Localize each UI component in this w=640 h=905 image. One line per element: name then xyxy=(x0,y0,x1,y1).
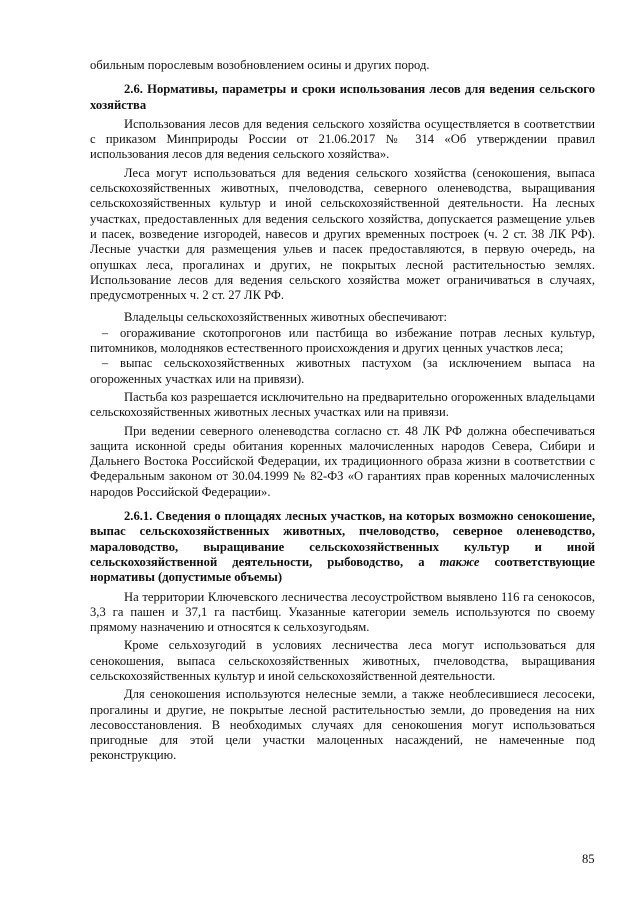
list-item xyxy=(90,326,595,357)
paragraph-land-areas: На территории Ключевского лесничества лесоустройством выявлено 116 га сенокосов, 3,3 га пашен и 37,1 га пастбищ. Указанные категории земель используются по своему прямому назначению и относятся к сельхозугодьям. xyxy=(90,589,595,635)
paragraph-additional-use: Кроме сельхозугодий в условиях лесничества леса могут использоваться для сенокошения, выпаса сельскохозяйственных животных, пчеловодства, выращивания сельскохозяйственных культур и иной сельскохозяйственной деятельности. xyxy=(90,638,595,683)
list-dash: – xyxy=(101,356,109,371)
paragraph-legal-basis: Использования лесов для ведения сельского хозяйства осуществляется в соответствии с приказом Минприроды России от 21.06.2017 № 314 «Об утверждении правил использования лесов для ведения сельского хозяйства». xyxy=(90,116,595,162)
heading-main-text: 2.6.1. Сведения о площадях лесных участков, на которых возможно сенокошение, выпас сельскохозяйственных животных, пчеловодство, северное оленеводство, мараловодство, выращивание сельскохозяйственных культур и иной сельскохозяйственной деятельности, рыбоводство, а xyxy=(90,509,595,569)
list-item-text: огораживание скотопрогонов или пастбища во избежание потрав лесных культур, питомников, молодняков естественного происхождения и других ценных участков леса; xyxy=(90,325,595,356)
page-number: 85 xyxy=(582,852,595,866)
heading-italic-word: также xyxy=(439,554,480,569)
paragraph-forest-use: Леса могут использоваться для ведения сельского хозяйства (сенокошения, выпаса сельскохозяйственных животных, пчеловодства, северного оленеводства, выращивания сельскохозяйственных культур и иной сельскохозяйственной деятельности. На лесных участках, предоставленных для ведения сельского хозяйства, допускается размещение ульев и пасек, возведение изгородей, навесов и других временных построек (ч. 2 ст. 38 ЛК РФ). Лесные участки для размещения ульев и пасек предоставляются, в первую очередь, на опушках леса, прогалинах и других, не покрытых лесной растительностью землях. Использование лесов для ведения сельского хозяйства может ограничиваться в случаях, предусмотренных ч. 2 ст. 27 ЛК РФ. xyxy=(90,165,595,303)
section-heading-2-6: 2.6. Нормативы, параметры и сроки использования лесов для ведения сельского хозяйства xyxy=(90,82,595,112)
paragraph-goat-grazing: Пастьба коз разрешается исключительно на предварительно огороженных владельцами сельскохозяйственных животных лесных участках или на привязи. xyxy=(90,389,595,420)
heading-end-text: соответствующие нормативы (допустимые объемы) xyxy=(90,554,595,585)
continued-text-line: обильным порослевым возобновлением осины и других пород. xyxy=(90,58,430,72)
document-body xyxy=(90,58,595,764)
paragraph-reindeer-herding: При ведении северного оленеводства согласно ст. 48 ЛК РФ должна обеспечиваться защита исконной среды обитания коренных малочисленных народов Севера, Сибири и Дальнего Востока Российской Федерации, их традиционного образа жизни в соответствии с Федеральным законом от 30.04.1999 № 82-ФЗ «О гарантиях прав коренных малочисленных народов Российской Федерации». xyxy=(90,423,595,499)
paragraph-owners-obligations: Владельцы сельскохозяйственных животных обеспечивают: xyxy=(124,310,447,325)
list-item-text: выпас сельскохозяйственных животных пастухом (за исключением выпаса на огороженных участках или на привязи). xyxy=(90,356,595,386)
list-item xyxy=(90,356,595,387)
paragraph-haymaking: Для сенокошения используются нелесные земли, а также необлесившиеся лесосеки, прогалины и другие, не покрытые лесной растительностью земли, до проведения на них лесовосстановления. В необходимых случаях для сенокошения могут использоваться пригодные для этой цели участки малоценных насаждений, не намеченные под реконструкцию. xyxy=(90,687,595,763)
section-heading-2-6-1 xyxy=(90,509,595,585)
list-dash: – xyxy=(101,325,109,340)
